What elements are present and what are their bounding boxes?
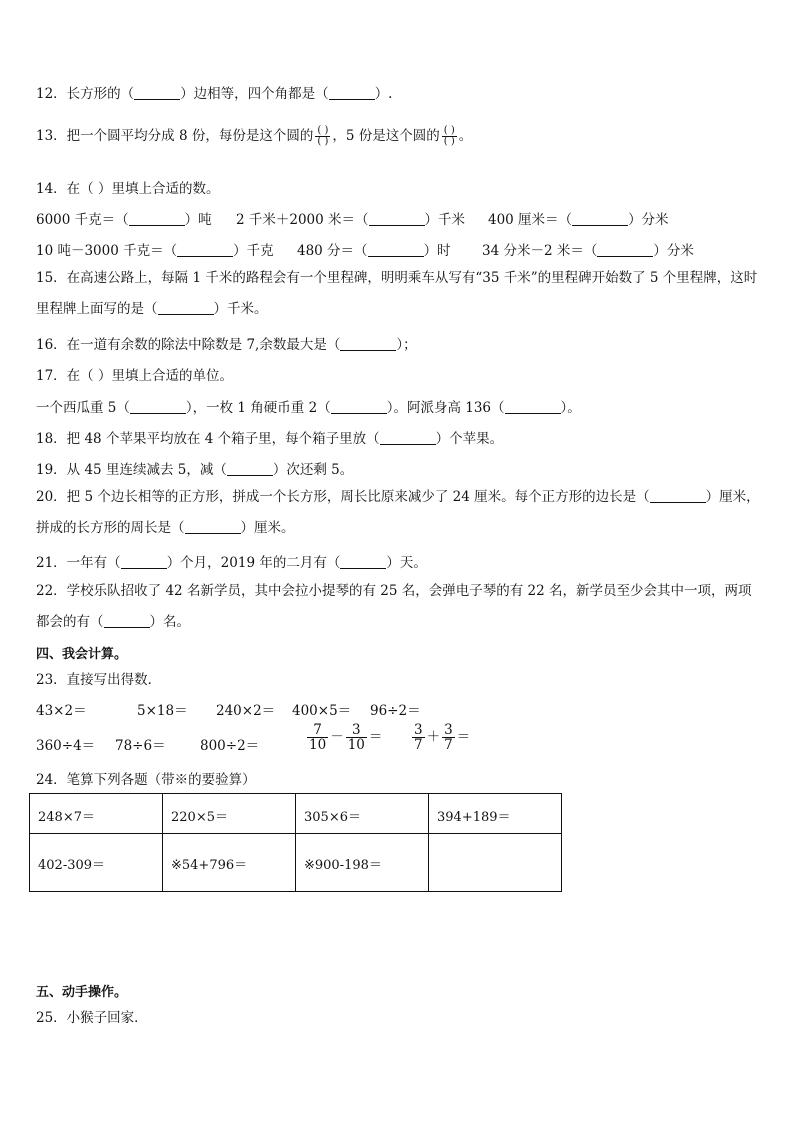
answer-blank[interactable] [104,613,150,628]
answer-blank[interactable] [129,211,185,226]
answer-blank[interactable] [134,85,180,100]
answer-blank[interactable] [227,461,273,476]
answer-blank[interactable] [329,85,375,100]
calc-item: 5×18＝ [137,703,188,719]
question-13: 13．把一个圆平均分成 8 份，每份是这个圆的 $\frac{( )}{( )}$ ，5 份是这个圆的 $\frac{( )}{( )}$ 。 [36,125,473,147]
calc-cell[interactable]: 220×5＝ [163,794,296,834]
question-19: 19．从 45 里连续减去 5，减（ ）次还剩 5。 [36,462,354,478]
calc-item: 78÷6＝ [115,738,166,754]
calc-cell[interactable]: 402-309＝ [30,834,163,892]
question-20: 20．把 5 个边长相等的正方形，拼成一个长方形，周长比原来减少了 24 厘米。每个正方形的边长是（ ）厘米，拼成的长方形的周长是（ ）厘米。 [36,489,760,536]
fraction-addition: $\frac{3}{7}$ ＋ $\frac{3}{7}$ ＝ [414,722,471,753]
answer-blank[interactable] [121,554,167,569]
answer-blank[interactable] [185,519,241,534]
fraction-blank[interactable]: $\frac{( )}{( )}$ [443,125,455,147]
question-21: 21．一年有（ ）个月，2019 年的二月有（ ）天。 [36,555,427,571]
calc-item: 43×2＝ [36,703,87,719]
question-22: 22．学校乐队招收了 42 名新学员，其中会拉小提琴的有 25 名，会弹电子琴的有 22 名，新学员至少会其中一项，两项都会的有（ ）名。 [36,583,752,630]
answer-blank[interactable] [340,554,386,569]
answer-blank[interactable] [369,211,425,226]
answer-blank[interactable] [340,336,396,351]
answer-blank[interactable] [572,211,628,226]
calc-cell[interactable]: ※54+796＝ [163,834,296,892]
calc-item: 400×5＝ [292,703,352,719]
q14-item: 10 吨－3000 千克＝（ ）千克 [36,243,274,259]
question-17-title: 17．在（ ）里填上合适的单位。 [36,368,233,384]
written-calc-table [29,793,562,892]
answer-blank[interactable] [331,399,387,414]
question-15: 15．在高速公路上，每隔 1 千米的路程会有一个里程碑，明明乘车从写有“35 千米”的里程碑开始数了 5 个里程牌，这时里程牌上面写的是（ ）千米。 [36,270,758,317]
question-23-title: 23．直接写出得数． [36,672,162,688]
question-16: 16．在一道有余数的除法中除数是 7,余数最大是（ ）； [36,337,417,353]
calc-item: 360÷4＝ [36,738,96,754]
answer-blank[interactable] [177,242,233,257]
question-18: 18．把 48 个苹果平均放在 4 个箱子里，每个箱子里放（ ）个苹果。 [36,431,504,447]
question-17: 一个西瓜重 5（ ），一枚 1 角硬币重 2（ ）。阿派身高 136（ ）。 [36,400,581,416]
q14-item: 2 千米＋2000 米＝（ ）千米 [236,212,466,228]
calc-cell[interactable]: 394+189＝ [429,794,562,834]
answer-blank[interactable] [380,430,436,445]
q14-item: 34 分米－2 米＝（ ）分米 [482,243,694,259]
question-24-title: 24．笔算下列各题（带※的要验算） [36,772,256,788]
q14-item: 6000 千克＝（ ）吨 [36,212,212,228]
calc-cell[interactable] [429,834,562,892]
answer-blank[interactable] [158,300,214,315]
answer-blank[interactable] [505,399,561,414]
answer-blank[interactable] [650,488,706,503]
q14-item: 400 厘米＝（ ）分米 [488,212,669,228]
fraction-blank[interactable]: $\frac{( )}{( )}$ [317,125,329,147]
answer-blank[interactable] [368,242,424,257]
question-25: 25．小猴子回家． [36,1010,148,1026]
fraction-subtraction: $\frac{7}{10}$ － $\frac{3}{10}$ ＝ [309,722,383,753]
q14-item: 480 分＝（ ）时 [297,243,451,259]
answer-blank[interactable] [597,242,653,257]
calc-item: 96÷2＝ [370,703,421,719]
calc-cell[interactable]: ※900-198＝ [296,834,429,892]
calc-cell[interactable]: 248×7＝ [30,794,163,834]
calc-item: 240×2＝ [216,703,276,719]
answer-blank[interactable] [130,399,186,414]
calc-cell[interactable]: 305×6＝ [296,794,429,834]
question-12: 12．长方形的（ ）边相等，四个角都是（ ）. [36,86,393,102]
section-heading-4: 四、我会计算。 [36,647,128,662]
calc-item: 800÷2＝ [200,738,260,754]
section-heading-5: 五、动手操作。 [36,985,128,1000]
question-14-title: 14．在（ ）里填上合适的数。 [36,181,220,197]
